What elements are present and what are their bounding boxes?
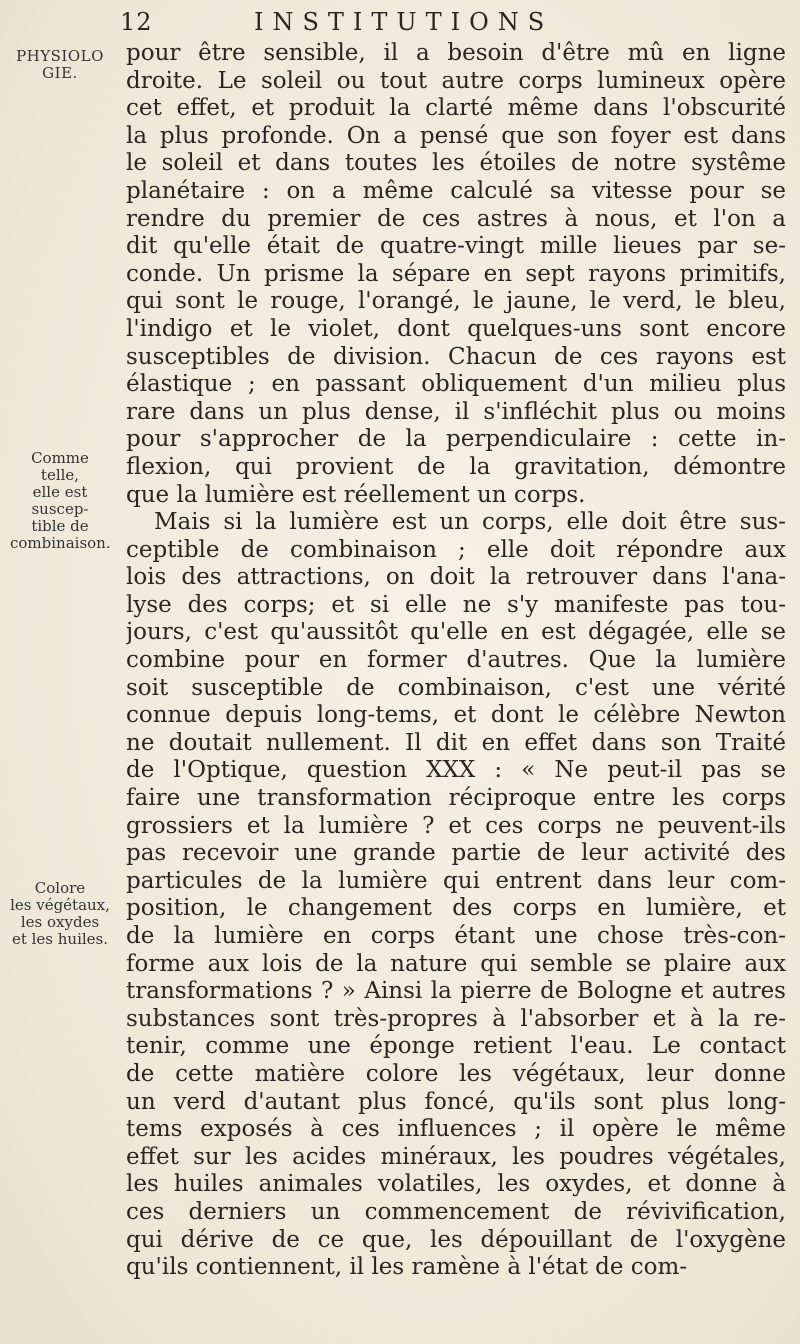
text-line: rendre du premier de ces astres à nous, et l'on a — [126, 205, 786, 232]
margin-note-line: combinaison. — [10, 534, 111, 552]
text-line: planétaire : on a même calculé sa vitesse pour se — [126, 177, 786, 204]
text-line: cet effet, et produit la clarté même dans l'obscurité — [126, 95, 786, 122]
page-header — [120, 8, 760, 42]
text-line: substances sont très-propres à l'absorber et à la re- — [126, 1005, 786, 1032]
margin-note-combinaison — [10, 450, 110, 552]
text-line: tems exposés à ces influences ; il opère le même — [126, 1116, 786, 1143]
margin-note-line: Comme telle, — [31, 449, 89, 484]
text-line: un verd d'autant plus foncé, qu'ils sont plus long- — [126, 1088, 786, 1115]
text-line: droite. Le soleil ou tout autre corps lumineux opère — [126, 67, 786, 94]
margin-note-line: Colore — [34, 879, 86, 897]
text-line: combine pour en former d'autres. Que la lumière — [126, 647, 786, 674]
margin-note-line: tible de — [31, 517, 89, 535]
text-line: pour être sensible, il a besoin d'être mû en ligne — [126, 40, 786, 66]
text-line: connue depuis long-tems, et dont le célèbre Newton — [126, 702, 786, 729]
margin-note-line: et les huiles. — [11, 930, 109, 948]
page-number: 12 — [120, 8, 153, 36]
text-line: l'indigo et le violet, dont quelques-uns sont encore — [126, 315, 786, 342]
text-line: ne doutait nullement. Il dit en effet dans son Traité — [126, 729, 786, 756]
text-line: jours, c'est qu'aussitôt qu'elle en est dégagée, elle se — [126, 619, 786, 646]
text-line: faire une transformation réciproque entre les corps — [126, 785, 786, 812]
running-head: INSTITUTIONS — [254, 8, 554, 36]
text-line: particules de la lumière qui entrent dans leur com- — [126, 867, 786, 894]
text-line: élastique ; en passant obliquement d'un milieu plus — [126, 371, 786, 398]
margin-note-line: les oxydes — [20, 913, 100, 931]
text-line: transformations ? » Ainsi la pierre de Bologne et autres — [126, 978, 786, 1005]
text-line: de cette matière colore les végétaux, leur donne — [126, 1060, 786, 1087]
text-line: soit susceptible de combinaison, c'est une vérité — [126, 674, 786, 701]
margin-note-physiologie — [10, 48, 110, 82]
text-line: qui sont le rouge, l'orangé, le jaune, le verd, le bleu, — [126, 288, 786, 315]
text-line: que la lumière est réellement un corps. — [126, 481, 586, 508]
text-line: la plus profonde. On a pensé que son foyer est dans — [126, 122, 786, 149]
margin-note-colore — [10, 880, 110, 948]
text-line: flexion, qui provient de la gravitation, démontre — [126, 453, 786, 480]
text-line: conde. Un prisme la sépare en sept rayons primitifs, — [126, 260, 786, 287]
text-line: de l'Optique, question XXX : « Ne peut-il pas se — [126, 757, 786, 784]
text-line: ceptible de combinaison ; elle doit répondre aux — [126, 536, 786, 563]
text-line: lyse des corps; et si elle ne s'y manifeste pas tou- — [126, 591, 786, 618]
text-line: pour s'approcher de la perpendiculaire : cette in- — [126, 426, 786, 453]
text-line: de la lumière en corps étant une chose très-con- — [126, 923, 786, 949]
text-line: grossiers et la lumière ? et ces corps ne peuvent-ils — [126, 812, 786, 839]
text-line: qu'ils contiennent, il les ramène à l'état de com- — [126, 1254, 688, 1281]
text-line: le soleil et dans toutes les étoiles de notre systême — [126, 150, 786, 177]
text-line: rare dans un plus dense, il s'infléchit plus ou moins — [126, 398, 786, 425]
text-line: dit qu'elle était de quatre-vingt mille lieues par se- — [126, 233, 786, 260]
margin-note-line: elle est suscep- — [31, 483, 89, 518]
margin-note-line: GIE. — [42, 64, 78, 82]
text-line: lois des attractions, on doit la retrouver dans l'ana- — [126, 564, 786, 591]
margin-note-line: PHYSIOLO — [16, 47, 104, 65]
text-line: forme aux lois de la nature qui semble se plaire aux — [126, 950, 786, 977]
text-line: qui dérive de ce que, les dépouillant de l'oxygène — [126, 1226, 786, 1253]
body-text — [126, 40, 786, 1282]
text-line: position, le changement des corps en lumière, et — [126, 895, 786, 922]
text-line: les huiles animales volatiles, les oxydes, et donne à — [126, 1171, 786, 1198]
text-line: pas recevoir une grande partie de leur activité des — [126, 840, 786, 867]
text-line: Mais si la lumière est un corps, elle doit être sus- — [154, 509, 786, 536]
text-line: susceptibles de division. Chacun de ces rayons est — [126, 343, 786, 370]
text-line: tenir, comme une éponge retient l'eau. Le contact — [126, 1033, 786, 1060]
margin-note-line: les végétaux, — [10, 896, 110, 914]
text-line: effet sur les acides minéraux, les poudres végétales, — [126, 1143, 786, 1170]
text-line: ces derniers un commencement de révivification, — [126, 1198, 786, 1225]
